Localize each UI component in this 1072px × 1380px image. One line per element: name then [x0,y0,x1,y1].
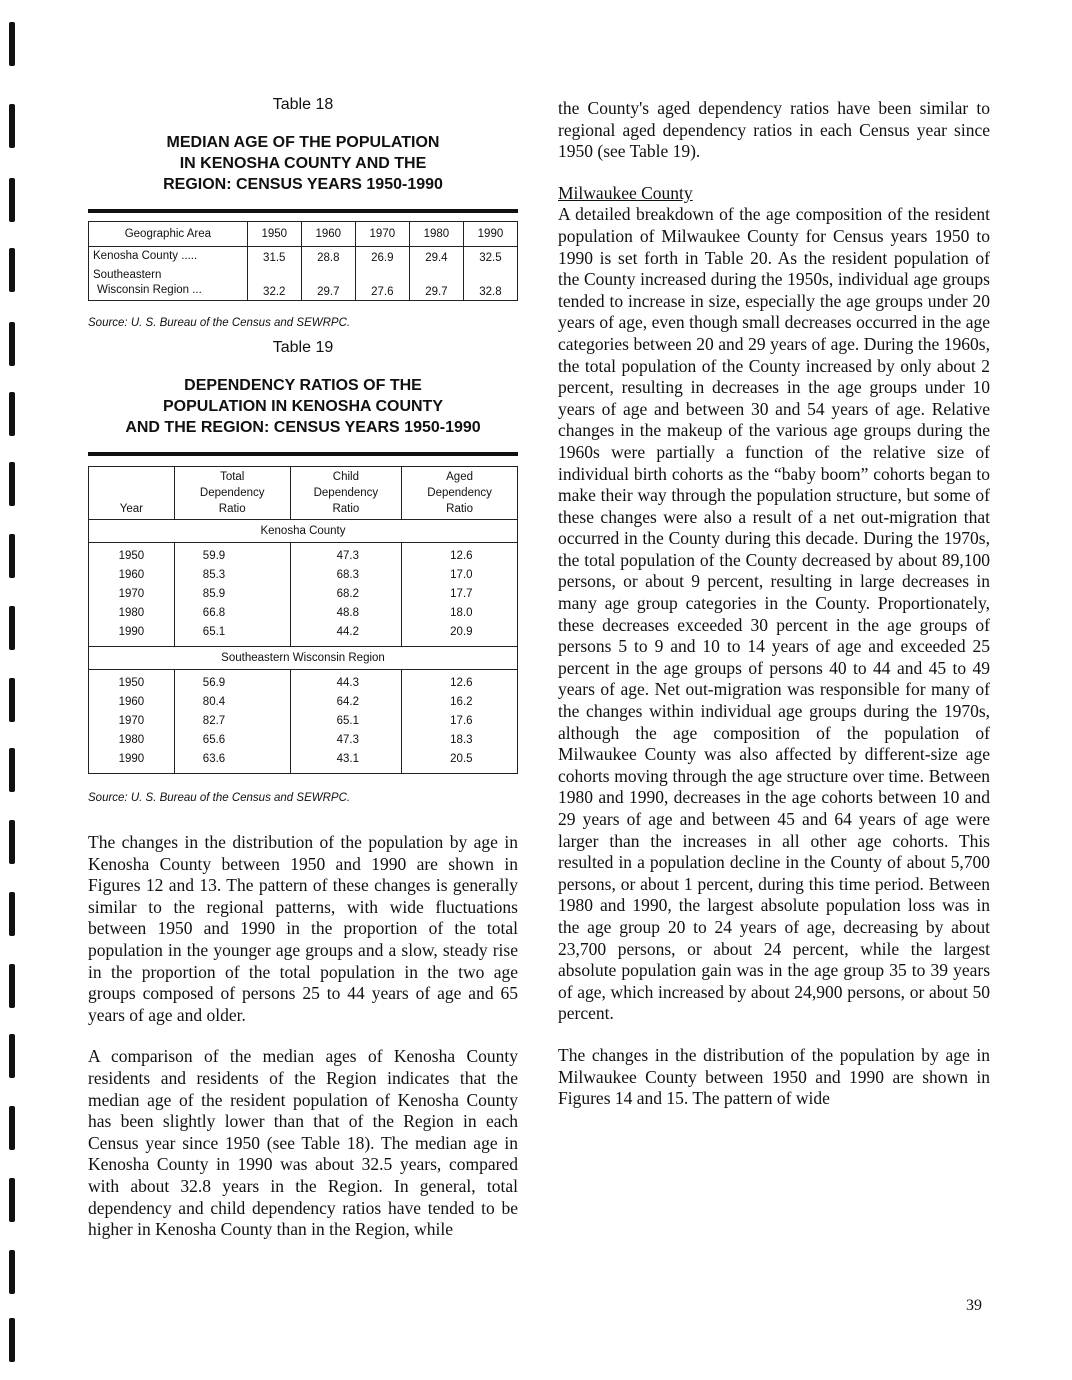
table-cell: 32.5 [463,247,517,267]
table-cell: 28.8 [301,247,355,267]
year-cell: 1990 [89,623,175,647]
binding-mark [9,534,15,578]
table-19-source: Source: U. S. Bureau of the Census and SEWRPC. [88,792,351,804]
binding-mark [9,1250,15,1294]
year-cell: 1950 [89,543,175,567]
table-19-grid [88,466,518,774]
ratio-cell: 65.1 [290,712,402,731]
binding-mark [9,748,15,792]
ratio-cell: 82.7 [174,712,290,731]
binding-mark [9,104,15,148]
table-19-body [89,520,518,774]
table-cell: 26.9 [355,247,409,267]
year-cell: 1970 [89,712,175,731]
table-row [89,693,518,712]
table-18-heading-line: MEDIAN AGE OF THE POPULATION [166,134,440,151]
binding-mark [9,1318,15,1362]
binding-mark [9,892,15,936]
ratio-cell: 68.2 [290,585,402,604]
table-19-heading-line: AND THE REGION: CENSUS YEARS 1950-1990 [125,419,481,436]
table-cell: 29.7 [301,266,355,301]
body-paragraph: the County's aged dependency ratios have been similar to regional aged dependency ratios in each Census year since 1950 (see Table 19). [558,98,990,162]
ratio-cell: 65.6 [174,731,290,750]
year-cell: 1990 [89,750,175,774]
area-label-line: Southeastern [93,269,162,281]
table-19-heading-line: DEPENDENCY RATIOS OF THE [184,377,422,394]
table-row [89,247,518,267]
year-cell: 1970 [89,585,175,604]
ratio-cell: 68.3 [290,566,402,585]
table-18-grid [88,221,518,301]
body-paragraph: The changes in the distribution of the population by age in Kenosha County between 1950 and 1990 are shown in Figures 12 and 13. The pattern of these changes is generally similar to the regional patterns, with wide fluctuations between 1950 and 1990 in the proportion of the total population in the younger age groups and a slow, steady rise in the proportion of the total population in the two age groups composed of persons 25 to 44 years of age and 65 years of age and older. [88,832,518,1025]
table-row [89,585,518,604]
group-row [89,520,518,543]
ratio-cell: 47.3 [290,543,402,567]
table-header-row [89,222,518,247]
column-header: Geographic Area [89,222,248,247]
year-cell: 1980 [89,731,175,750]
table-header-row [89,467,518,520]
ratio-cell: 17.0 [402,566,518,585]
ratio-cell: 65.1 [174,623,290,647]
ratio-cell: 43.1 [290,750,402,774]
table-18-heading [88,132,518,195]
column-header: 1950 [247,222,301,247]
table-row [89,670,518,694]
binding-mark [9,322,15,366]
ratio-cell: 44.2 [290,623,402,647]
table-row [89,543,518,567]
ratio-cell: 17.7 [402,585,518,604]
table-row [89,266,518,301]
table-row [89,623,518,647]
left-body [88,832,518,1241]
group-row [89,647,518,670]
binding-mark [9,248,15,292]
column-header-child [290,467,402,520]
table-18 [88,96,518,329]
table-cell: 32.8 [463,266,517,301]
table-row [89,750,518,774]
table-cell: 29.7 [409,266,463,301]
ratio-cell: 48.8 [290,604,402,623]
binding-mark [9,178,15,222]
header-line: Dependency [313,487,379,499]
ratio-cell: 47.3 [290,731,402,750]
header-line: Ratio [218,503,246,515]
ratio-cell: 18.3 [402,731,518,750]
table-cell: 27.6 [355,266,409,301]
page-number: 39 [966,1297,982,1314]
header-line: Child [332,471,359,483]
binding-mark [9,462,15,506]
binding-marks [0,0,24,1380]
table-19-number: Table 19 [272,339,334,356]
body-paragraph: A comparison of the median ages of Kenosha County residents and residents of the Region indicates that the median age of the resident population of Kenosha County has been slightly lower than that of the Region in each Census year since 1950 (see Table 18). The median age in Kenosha County in 1990 was about 32.5 years, compared with about 32.8 years in the Region. In general, total dependency and child dependency ratios have tended to be higher in Kenosha County than in the Region, while [88,1046,518,1240]
column-header-aged [402,467,518,520]
column-header: 1960 [301,222,355,247]
ratio-cell: 20.9 [402,623,518,647]
group-label: Southeastern Wisconsin Region [89,647,518,670]
binding-mark [9,678,15,722]
area-label-line: Wisconsin Region ... [97,284,202,296]
ratio-cell: 66.8 [174,604,290,623]
left-column [88,96,518,1241]
binding-mark [9,22,15,66]
table-18-rule [88,209,518,213]
binding-mark [9,392,15,436]
table-cell: 29.4 [409,247,463,267]
ratio-cell: 44.3 [290,670,402,694]
table-19-heading [88,375,518,438]
ratio-cell: 18.0 [402,604,518,623]
table-18-heading-line: IN KENOSHA COUNTY AND THE [179,155,427,172]
ratio-cell: 85.9 [174,585,290,604]
ratio-cell: 85.3 [174,566,290,585]
ratio-cell: 56.9 [174,670,290,694]
binding-mark [9,1178,15,1222]
ratio-cell: 63.6 [174,750,290,774]
area-label [89,266,248,301]
ratio-cell: 64.2 [290,693,402,712]
ratio-cell: 16.2 [402,693,518,712]
header-line: Dependency [199,487,265,499]
column-header: 1980 [409,222,463,247]
year-cell: 1980 [89,604,175,623]
column-header-year: Year [89,467,175,520]
table-cell: 32.2 [247,266,301,301]
table-19-rule [88,452,518,456]
area-label: Kenosha County ..... [89,247,248,267]
ratio-cell: 17.6 [402,712,518,731]
binding-mark [9,1034,15,1078]
section-heading: Milwaukee County [558,182,693,203]
year-cell: 1960 [89,566,175,585]
binding-mark [9,606,15,650]
column-header-total [174,467,290,520]
table-row [89,566,518,585]
table-18-number: Table 18 [272,96,334,113]
header-line: Ratio [446,503,473,515]
table-19 [88,339,518,804]
ratio-cell: 12.6 [402,543,518,567]
body-paragraph: A detailed breakdown of the age composition of the resident population of Milwaukee County for Census years 1950 to 1990 is set forth in Table 20. As the resident population of the County increased during the 1950s, individual age groups tended to increase in size, especially the age groups under 20 years of age, even though small decreases occurred in the age categories between 20 and 29 years of age. During the 1960s, the total population of the County increased by only about 2 percent, resulting in decreases in the age groups under 10 years of age and between 30 and 54 years of age. Relative changes in the makeup of the various age groups during the 1960s were partially a function of the relative size of individual birth cohorts as the “baby boom” cohorts began to make their way through the population structure, but some of these changes were also a result of a net out-migration that occurred in the County during this decade. During the 1970s, the total population of the County decreased by about 89,100 persons, or about 9 percent, resulting in large decreases in many age group categories in the County. Proportionately, these decreases exceeded 30 percent in the age groups of persons 5 to 9 and 10 to 14 years of age and exceeded 25 percent in the age groups of persons 40 to 44 and 45 to 49 years of age. Net out-migration was responsible for many of the changes within individual age groups during the 1970s, although the age composition of the population of Milwaukee County was also affected by different-size age cohorts moving through the age structure over time. Between 1980 and 1990, decreases in the age cohorts between 10 and 29 years of age and between 45 and 64 years of age were larger than the increases in all other age cohorts. This resulted in a population decline in the County of about 5,700 persons, or about 1 percent, during this time period. Between 1980 and 1990, the largest absolute population loss was in the age group 20 to 24 years of age, decreasing by about 23,700 persons, or about 24 percent, while the largest absolute population gain was in the age group 35 to 39 years of age, which increased by about 24,900 persons, or about 50 percent. [558,204,990,1024]
table-cell: 31.5 [247,247,301,267]
right-column [558,98,990,1110]
year-cell: 1960 [89,693,175,712]
table-18-source: Source: U. S. Bureau of the Census and SEWRPC. [88,317,351,329]
column-header: 1970 [355,222,409,247]
year-cell: 1950 [89,670,175,694]
binding-mark [9,820,15,864]
header-line: Ratio [332,503,360,515]
table-row [89,604,518,623]
group-label: Kenosha County [89,520,518,543]
header-line: Total [220,471,245,483]
header-line: Aged [446,471,473,483]
body-paragraph: The changes in the distribution of the population by age in Milwaukee County between 1950 and 1990 are shown in Figures 14 and 15. The pattern of wide [558,1044,990,1109]
column-header: 1990 [463,222,517,247]
ratio-cell: 59.9 [174,543,290,567]
binding-mark [9,964,15,1008]
ratio-cell: 12.6 [402,670,518,694]
table-19-heading-line: POPULATION IN KENOSHA COUNTY [162,398,443,415]
header-line: Dependency [427,487,492,499]
table-row [89,731,518,750]
ratio-cell: 20.5 [402,750,518,774]
table-row [89,712,518,731]
binding-mark [9,1106,15,1150]
table-18-heading-line: REGION: CENSUS YEARS 1950-1990 [163,176,443,193]
ratio-cell: 80.4 [174,693,290,712]
